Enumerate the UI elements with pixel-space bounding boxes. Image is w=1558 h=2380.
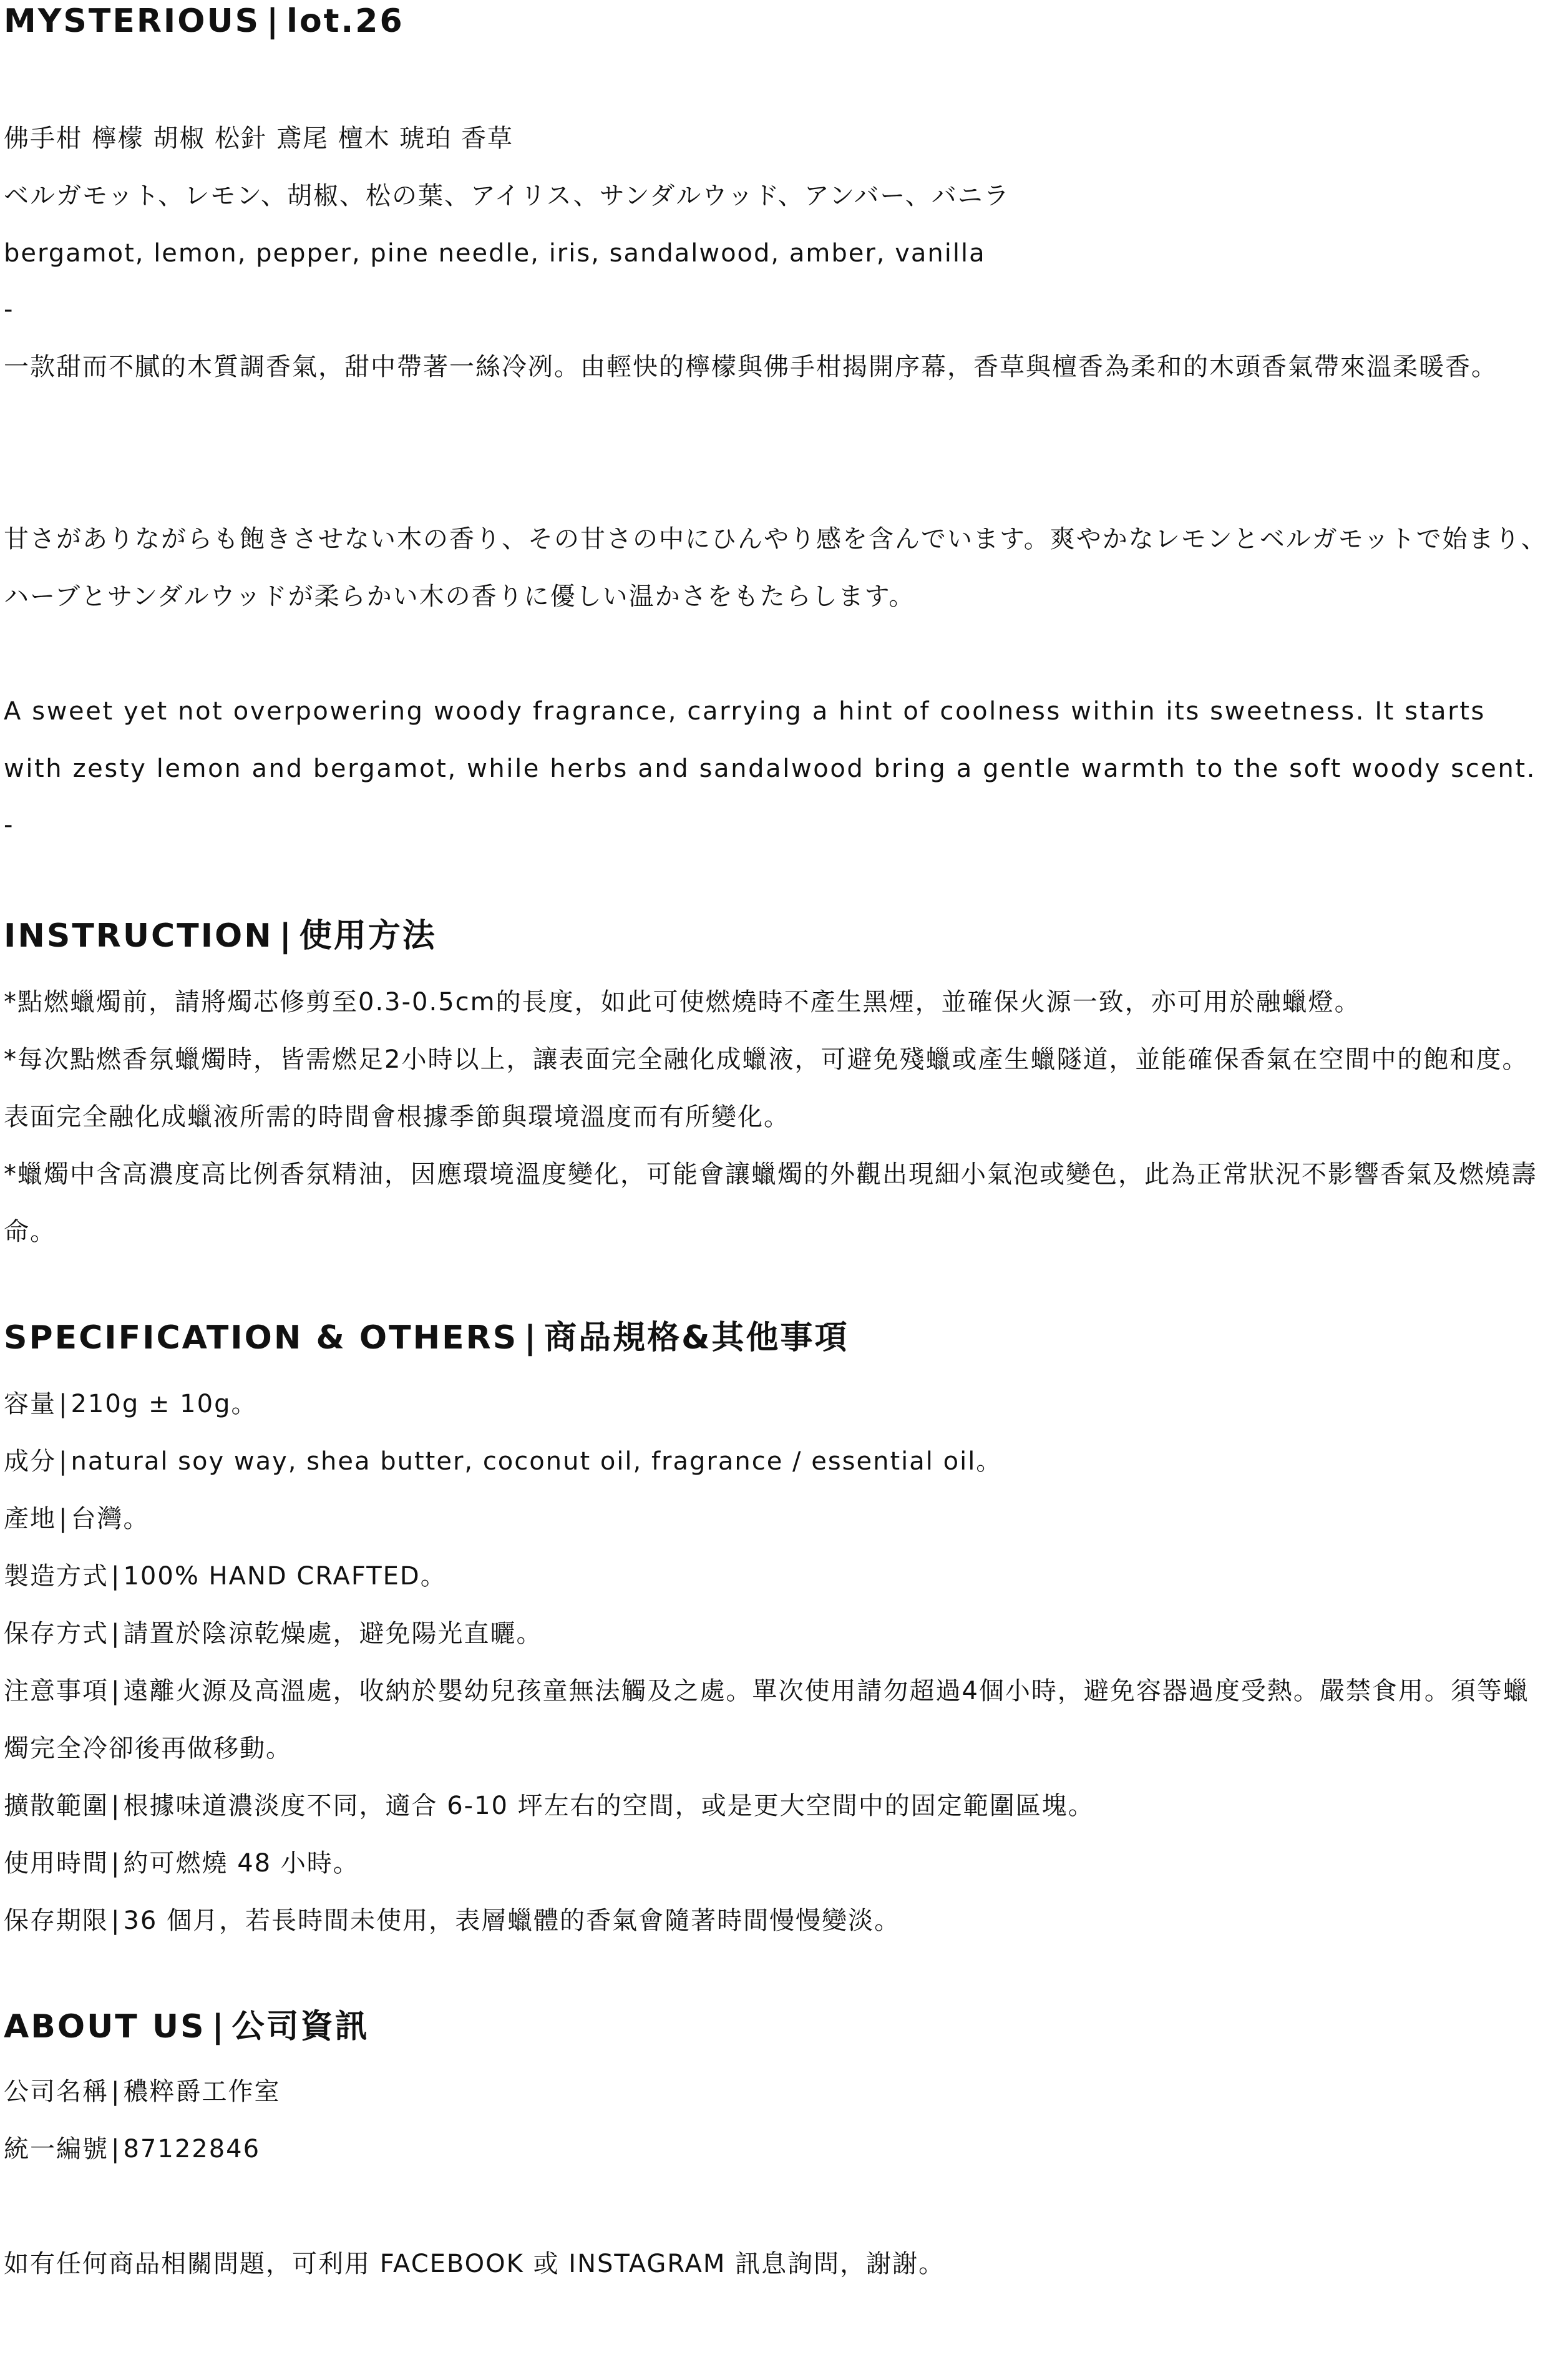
spec-pipe: | bbox=[111, 1792, 121, 1820]
instruction-heading-zh: 使用方法 bbox=[299, 917, 437, 955]
lot-number: lot.26 bbox=[286, 2, 404, 40]
spec-pipe: | bbox=[59, 1390, 69, 1418]
spec-label: 保存方式 bbox=[4, 1619, 109, 1648]
spec-row-origin bbox=[4, 1490, 1551, 1548]
about-value: 穠粹爵工作室 bbox=[123, 2077, 281, 2106]
spec-label: 製造方式 bbox=[4, 1562, 109, 1591]
spec-label: 容量 bbox=[4, 1390, 56, 1418]
heading-separator: | bbox=[279, 917, 293, 955]
spec-pipe: | bbox=[111, 1619, 121, 1648]
contact-note: 如有任何商品相關問題，可利用 FACEBOOK 或 INSTAGRAM 訊息詢問，謝謝。 bbox=[4, 2250, 945, 2278]
about-row-tax-id bbox=[4, 2120, 1551, 2178]
spec-label: 擴散範圍 bbox=[4, 1792, 109, 1820]
spec-row-precautions bbox=[4, 1662, 1551, 1777]
about-heading-zh: 公司資訊 bbox=[231, 2008, 369, 2046]
heading-separator: | bbox=[212, 2008, 226, 2046]
divider: - bbox=[4, 295, 13, 324]
spec-row-manufacturing bbox=[4, 1548, 1551, 1605]
instruction-item: *每次點燃香氛蠟燭時，皆需燃足2小時以上，讓表面完全融化成蠟液，可避免殘蠟或產生蠟隧道，並能確保香氣在空間中的飽和度。表面完全融化成蠟液所需的時間會根據季節與環境溫度而有所變化。 bbox=[4, 1045, 1529, 1131]
spec-pipe: | bbox=[111, 1677, 121, 1705]
spec-value: 36 個月，若長時間未使用，表層蠟體的香氣會隨著時間慢慢變淡。 bbox=[123, 1906, 901, 1935]
spec-label: 保存期限 bbox=[4, 1906, 109, 1935]
title-separator: | bbox=[266, 2, 281, 40]
heading-separator: | bbox=[524, 1319, 538, 1357]
brand-name: MYSTERIOUS bbox=[4, 2, 261, 40]
instruction-item: *蠟燭中含高濃度高比例香氛精油，因應環境溫度變化，可能會讓蠟燭的外觀出現細小氣泡或變色，此為正常狀況不影響香氣及燃燒壽命。 bbox=[4, 1160, 1537, 1246]
divider: - bbox=[4, 811, 13, 839]
description-zh: 一款甜而不膩的木質調香氣，甜中帶著一絲冷冽。由輕快的檸檬與佛手柑揭開序幕，香草與檀香為柔和的木頭香氣帶來溫柔暖香。 bbox=[4, 353, 1497, 381]
spec-row-shelf-life bbox=[4, 1892, 1551, 1949]
spec-pipe: | bbox=[111, 1906, 121, 1935]
notes-zh: 佛手柑 檸檬 胡椒 松針 鳶尾 檀木 琥珀 香草 bbox=[4, 124, 514, 153]
about-pipe: | bbox=[111, 2077, 121, 2106]
instruction-heading bbox=[4, 917, 1551, 955]
spec-label: 成分 bbox=[4, 1447, 56, 1476]
specification-heading-en: SPECIFICATION & OTHERS bbox=[4, 1319, 519, 1357]
about-pipe: | bbox=[111, 2135, 121, 2163]
about-row-company-name bbox=[4, 2063, 1551, 2120]
spec-pipe: | bbox=[111, 1562, 121, 1591]
spec-row-storage bbox=[4, 1605, 1551, 1662]
spec-row-diffusion-range bbox=[4, 1777, 1551, 1835]
specification-heading bbox=[4, 1319, 1551, 1357]
description-en: A sweet yet not overpowering woody fragrance, carrying a hint of coolness within its sweetness. It starts with zesty lemon and bergamot, while herbs and sandalwood bring a gentle warmth to the soft woody scent. bbox=[4, 697, 1537, 783]
spec-value: 根據味道濃淡度不同，適合 6-10 坪左右的空間，或是更大空間中的固定範圍區塊。 bbox=[123, 1792, 1094, 1820]
description-ja: 甘さがありながらも飽きさせない木の香り、その甘さの中にひんやり感を含んでいます。爽やかなレモンとベルガモットで始まり、ハーブとサンダルウッドが柔らかい木の香りに優しい温かさをもたらします。 bbox=[4, 525, 1547, 611]
spec-value: natural soy way, shea butter, coconut oil, fragrance / essential oil。 bbox=[71, 1447, 1003, 1476]
spec-value: 遠離火源及高溫處，收納於嬰幼兒孩童無法觸及之處。單次使用請勿超過4個小時，避免容器過度受熱。嚴禁食用。須等蠟燭完全冷卻後再做移動。 bbox=[4, 1677, 1529, 1763]
spec-pipe: | bbox=[59, 1505, 69, 1533]
instruction-item: *點燃蠟燭前，請將燭芯修剪至0.3-0.5cm的長度，如此可使燃燒時不產生黑煙，並確保火源一致，亦可用於融蠟燈。 bbox=[4, 988, 1361, 1017]
spec-value: 100% HAND CRAFTED。 bbox=[123, 1562, 447, 1591]
spec-label: 注意事項 bbox=[4, 1677, 109, 1705]
about-heading-en: ABOUT US bbox=[4, 2008, 206, 2046]
spec-value: 約可燃燒 48 小時。 bbox=[123, 1849, 359, 1878]
about-heading bbox=[4, 2008, 1551, 2046]
about-label: 公司名稱 bbox=[4, 2077, 109, 2106]
about-value: 87122846 bbox=[123, 2135, 261, 2163]
about-label: 統一編號 bbox=[4, 2135, 109, 2163]
spec-label: 產地 bbox=[4, 1505, 56, 1533]
spec-row-capacity bbox=[4, 1375, 1551, 1433]
instruction-heading-en: INSTRUCTION bbox=[4, 917, 273, 955]
spec-value: 210g ± 10g。 bbox=[71, 1390, 258, 1418]
notes-ja: ベルガモット、レモン、胡椒、松の葉、アイリス、サンダルウッド、アンバー、バニラ bbox=[4, 182, 1010, 210]
spec-value: 台灣。 bbox=[71, 1505, 150, 1533]
specification-heading-zh: 商品規格&其他事項 bbox=[544, 1319, 849, 1357]
product-title bbox=[4, 2, 1551, 40]
spec-pipe: | bbox=[111, 1849, 121, 1878]
spec-label: 使用時間 bbox=[4, 1849, 109, 1878]
spec-row-burn-time bbox=[4, 1835, 1551, 1892]
spec-value: 請置於陰涼乾燥處，避免陽光直曬。 bbox=[123, 1619, 543, 1648]
spec-pipe: | bbox=[59, 1447, 69, 1476]
spec-row-ingredients bbox=[4, 1433, 1551, 1490]
notes-en: bergamot, lemon, pepper, pine needle, iris, sandalwood, amber, vanilla bbox=[4, 239, 986, 268]
